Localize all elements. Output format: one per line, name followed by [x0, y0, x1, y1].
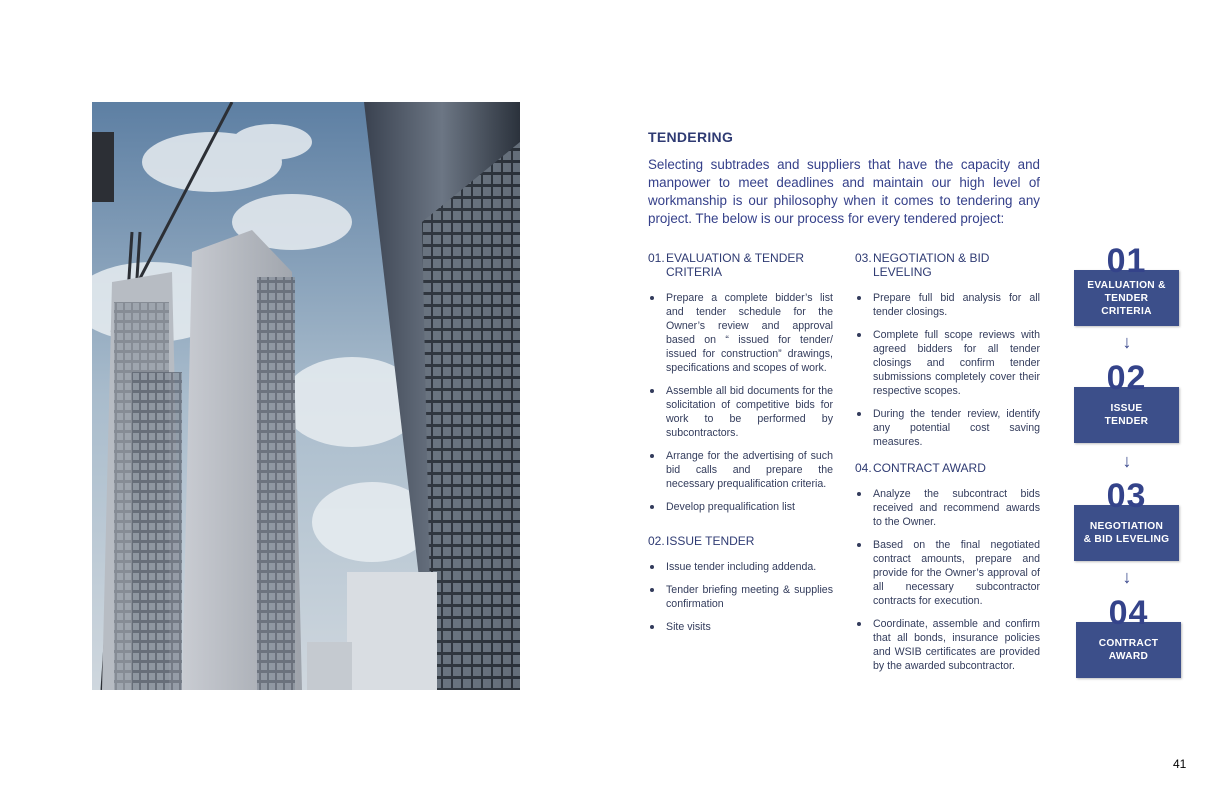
- section-title: [855, 251, 1040, 279]
- list-item: Based on the final negotiated contract amounts, prepare and provide for the Owner’s approval of all necessary subcontractor contracts for execution.: [855, 538, 1040, 608]
- arrow-down-icon: ↓: [1122, 451, 1132, 471]
- bullet-list: [648, 560, 833, 634]
- list-item: Prepare full bid analysis for all tender closings.: [855, 291, 1040, 319]
- column-right: [855, 251, 1040, 685]
- section-number: 01.: [648, 251, 665, 265]
- process-step-1: [1074, 244, 1179, 326]
- list-item: Arrange for the advertising of such bid calls and prepare the necessary prequalification criteria.: [648, 449, 833, 491]
- process-step-3: [1074, 479, 1179, 561]
- section-number: 02.: [648, 534, 665, 548]
- section-negotiation: [855, 251, 1040, 449]
- bullet-list: [855, 291, 1040, 449]
- list-item: During the tender review, identify any potential cost saving measures.: [855, 407, 1040, 449]
- step-number: 01: [1106, 242, 1147, 280]
- step-label-line: EVALUATION &: [1087, 279, 1166, 291]
- section-number: 04.: [855, 461, 872, 475]
- list-item: Prepare a complete bidder’s list and tender schedule for the Owner’s review and approval based on “ issued for tender/ issued for construction” drawings, specifications and scopes of work.: [648, 291, 833, 375]
- step-label-line: TENDER: [1104, 416, 1149, 427]
- construction-photo: [92, 102, 520, 690]
- step-label-line: AWARD: [1108, 651, 1149, 662]
- arrow-down-icon: ↓: [1122, 332, 1132, 352]
- list-item: Assemble all bid documents for the solicitation of competitive bids for work to be performed by subcontractors.: [648, 384, 833, 440]
- list-item: Analyze the subcontract bids received and recommend awards to the Owner.: [855, 487, 1040, 529]
- bullet-list: [648, 291, 833, 514]
- bullet-list: [855, 487, 1040, 673]
- list-item: Develop prequalification list: [648, 500, 833, 514]
- step-label-line: CONTRACT: [1098, 638, 1159, 649]
- step-label-box: [1074, 270, 1179, 326]
- section-issue-tender: [648, 534, 833, 634]
- list-item: Issue tender including addenda.: [648, 560, 833, 574]
- list-item: Tender briefing meeting & supplies confirmation: [648, 583, 833, 611]
- skyscraper-image: [92, 102, 520, 690]
- list-item: Site visits: [648, 620, 833, 634]
- step-label-line: ISSUE: [1110, 403, 1143, 414]
- section-contract-award: [855, 461, 1040, 673]
- section-number: 03.: [855, 251, 872, 265]
- step-label-line: & BID LEVELING: [1083, 534, 1170, 545]
- step-label-line: NEGOTIATION: [1089, 521, 1164, 532]
- section-name: EVALUATION & TENDER CRITERIA: [666, 251, 805, 279]
- process-step-4: [1076, 596, 1181, 678]
- section-name: CONTRACT AWARD: [873, 461, 986, 475]
- step-label-line: TENDER CRITERIA: [1101, 292, 1152, 317]
- section-title: [855, 461, 1040, 475]
- process-step-2: [1074, 361, 1179, 443]
- section-title: [648, 251, 833, 279]
- section-title: [648, 534, 833, 548]
- section-heading: TENDERING: [648, 129, 734, 145]
- section-name: NEGOTIATION & BID LEVELING: [873, 251, 990, 279]
- step-number: 02: [1106, 359, 1147, 397]
- intro-paragraph: Selecting subtrades and suppliers that have the capacity and manpower to meet deadlines and maintain our high level of workmanship is our philosophy when it comes to tendering any project. The below is our process for every tendered project:: [648, 157, 1040, 226]
- section-evaluation: [648, 251, 833, 514]
- list-item: Coordinate, assemble and confirm that all bonds, insurance policies and WSIB certificates are provided by the awarded subcontractor.: [855, 617, 1040, 673]
- step-number: 04: [1108, 594, 1149, 632]
- column-left: [648, 251, 833, 646]
- page-number: 41: [1173, 757, 1187, 771]
- step-number: 03: [1106, 477, 1147, 515]
- list-item: Complete full scope reviews with agreed bidders for all tender closings and confirm tender submissions completely cover their respective scopes.: [855, 328, 1040, 398]
- section-name: ISSUE TENDER: [666, 534, 755, 548]
- arrow-down-icon: ↓: [1122, 567, 1132, 587]
